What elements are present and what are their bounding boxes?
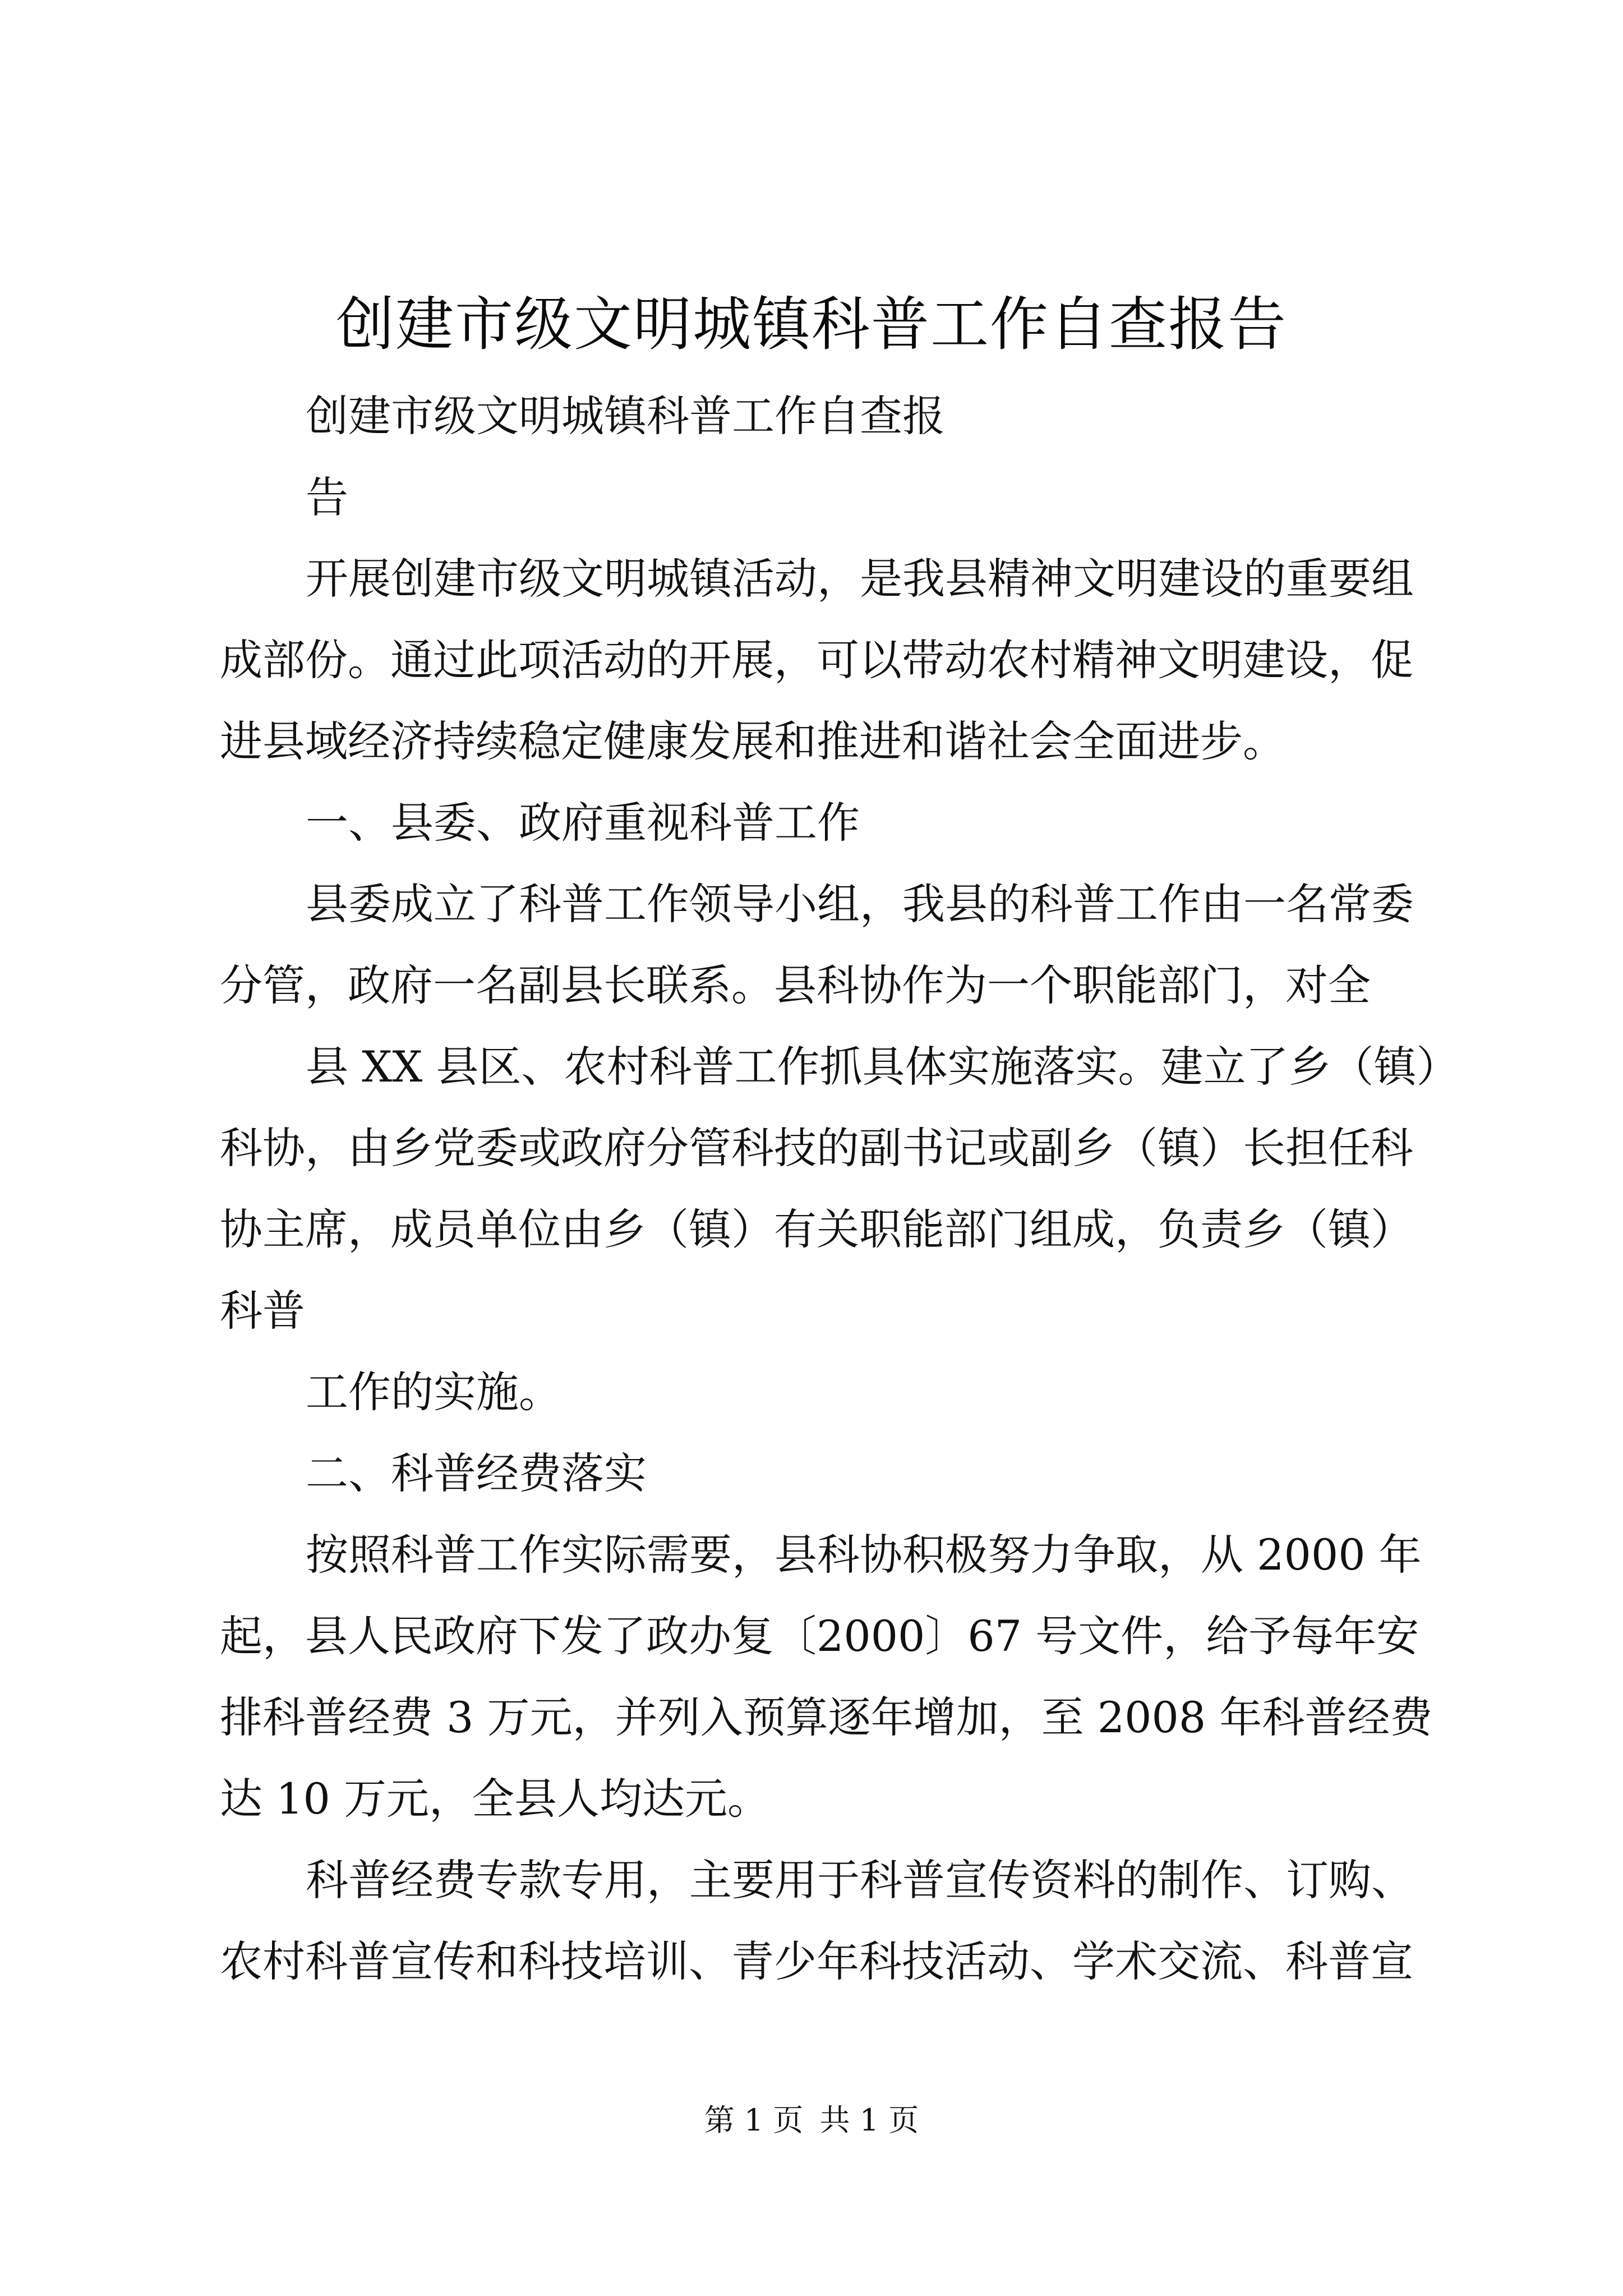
section1-line-1: 县委成立了科普工作领导小组，我县的科普工作由一名常委 <box>306 879 1414 929</box>
section1-line-6: 科普 <box>220 1286 305 1336</box>
section1-tail: 工作的实施。 <box>306 1367 561 1417</box>
document-title: 创建市级文明城镇科普工作自查报告 <box>335 290 1287 358</box>
section2b-line-2: 农村科普宣传和科技培训、青少年科技活动、学术交流、科普宣 <box>220 1936 1413 1986</box>
section1-heading: 一、县委、政府重视科普工作 <box>306 798 860 848</box>
section1-line-5: 协主席，成员单位由乡（镇）有关职能部门组成，负责乡（镇） <box>220 1204 1413 1254</box>
subtitle-line-1: 创建市级文明城镇科普工作自查报 <box>306 391 945 441</box>
section2-line-4: 达 10 万元，全县人均达元。 <box>220 1774 771 1824</box>
page-number: 第 1 页 <box>704 2102 804 2138</box>
section1-line-2: 分管，政府一名副县长联系。县科协作为一个职能部门，对全 <box>220 960 1371 1010</box>
intro-line-2: 成部份。通过此项活动的开展，可以带动农村精神文明建设，促 <box>220 635 1413 685</box>
intro-line-1: 开展创建市级文明城镇活动，是我县精神文明建设的重要组 <box>306 554 1414 604</box>
section2-heading: 二、科普经费落实 <box>306 1448 647 1498</box>
section2-line-1: 按照科普工作实际需要，县科协积极努力争取，从 2000 年 <box>306 1530 1422 1580</box>
section2b-line-1: 科普经费专款专用，主要用于科普宣传资料的制作、订购、 <box>306 1855 1414 1905</box>
subtitle-line-2: 告 <box>306 472 348 522</box>
page-footer <box>0 2101 1623 2140</box>
intro-line-3: 进县域经济持续稳定健康发展和推进和谐社会全面进步。 <box>220 716 1285 766</box>
page-total: 共 1 页 <box>819 2102 919 2138</box>
section2-line-3: 排科普经费 3 万元，并列入预算逐年增加，至 2008 年科普经费 <box>220 1692 1433 1742</box>
section1-line-4: 科协，由乡党委或政府分管科技的副书记或副乡（镇）长担任科 <box>220 1123 1413 1173</box>
section2-line-2: 起，县人民政府下发了政办复〔2000〕67 号文件，给予每年安 <box>220 1611 1419 1661</box>
section1-line-3: 县 XX 县区、农村科普工作抓具体实施落实。建立了乡（镇） <box>306 1042 1459 1092</box>
